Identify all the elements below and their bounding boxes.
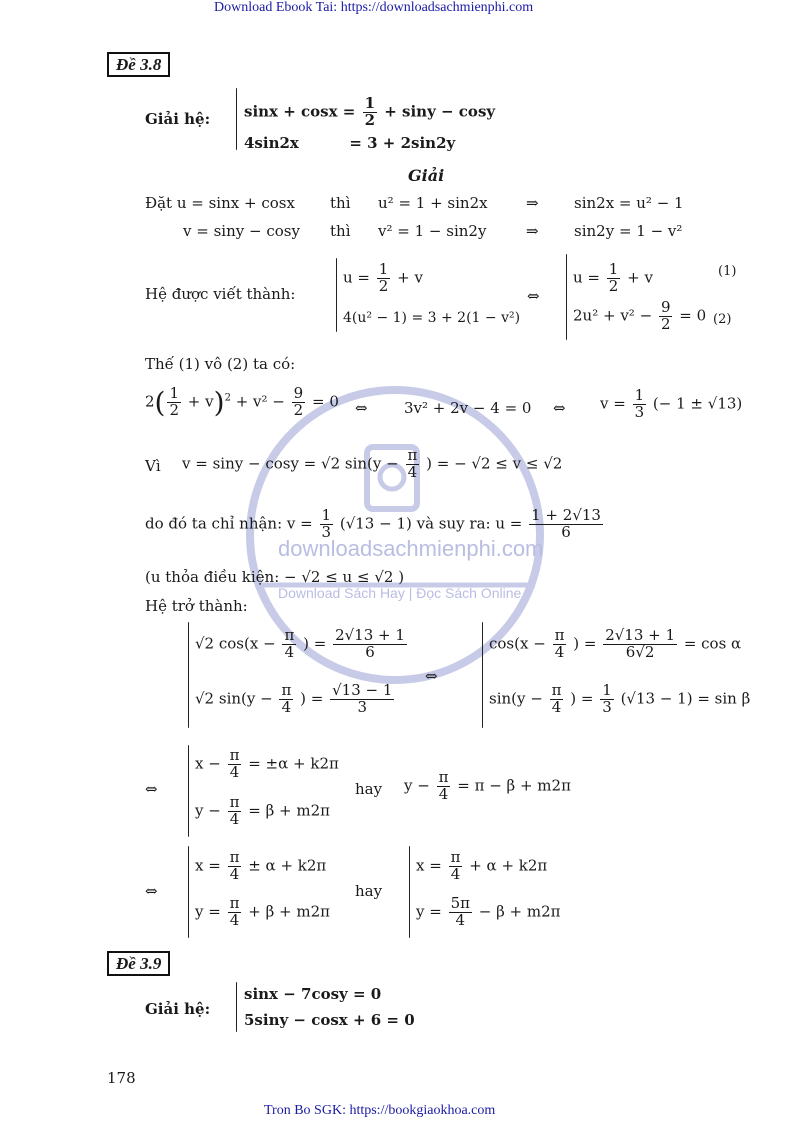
system-brace [482,622,483,728]
sub2-b: thì [330,222,351,240]
sub1-a: Đặt u = sinx + cosx [145,194,295,212]
condition: (u thỏa điều kiện: − √2 ≤ u ≤ √2 ) [145,568,405,586]
system-brace [236,88,237,150]
equation-39-1: sinx − 7cosy = 0 [244,985,382,1003]
eq-tag-1: (1) [718,264,737,279]
equation-39-2: 5siny − cosx + 6 = 0 [244,1011,415,1029]
footer-sgk-link[interactable]: Tron Bo SGK: https://bookgiaokhoa.com [264,1103,496,1118]
sys-d-1: cos(x − $\frac{\pi}{4}$ ) = $\frac{2√13 + 1}{6√2}$ = cos α [489,626,742,661]
system-brace [188,622,189,728]
eq-tag-2: (2) [713,312,732,327]
equation-2: 4sin2x = 3 + 2sin2y [244,134,456,152]
sub1-d: ⇒ [526,194,539,212]
system-brace [188,745,189,837]
sub1-b: thì [330,194,351,212]
problem-39-prompt: Giải hệ: [145,1000,211,1018]
system-brace [336,258,337,332]
equation-1: sinx + cosx = $\frac{1}{2}$ + siny − cosy [244,94,496,129]
problem-38-label: Đề 3.8 [107,52,170,77]
system-brace [236,982,237,1032]
vi-statement: v = siny − cosy = √2 sin(y − $\frac{\pi}{4}$ ) = − √2 ≤ v ≤ √2 [182,446,563,481]
sol2-1: x = $\frac{\pi}{4}$ ± α + k2π [195,848,327,883]
problem-38-prompt: Giải hệ: [145,110,211,128]
page-number: 178 [107,1069,136,1087]
system-brace [188,846,189,938]
equiv-symbol: ⇔ [553,399,566,417]
sol1-2: y − $\frac{\pi}{4}$ = β + m2π [195,793,330,828]
vi-word: Vì [145,457,161,475]
become-label: Hệ trở thành: [145,597,248,615]
sys-b-1: u = $\frac{1}{2}$ + v [573,260,653,295]
watermark-tagline: Download Sách Hay | Đọc Sách Online [278,585,522,601]
solution-heading: Giải [408,166,445,185]
sub2-a: v = siny − cosy [183,222,300,240]
sol2-2: y = $\frac{\pi}{4}$ + β + m2π [195,894,330,929]
sys-d-2: sin(y − $\frac{\pi}{4}$ ) = $\frac{1}{3}$ (√13 − 1) = sin β [489,681,751,716]
sub2-e: sin2y = 1 − v² [574,222,683,240]
rewrite-label: Hệ được viết thành: [145,285,296,303]
system-brace [409,846,410,938]
sub2-d: ⇒ [526,222,539,240]
header-download-link[interactable]: Download Ebook Tai: https://downloadsachmienphi.com [214,0,534,15]
v-roots: v = $\frac{1}{3}$ (− 1 ± √13) [600,386,743,421]
equiv-symbol: ⇔ [145,882,158,900]
accept-line: do đó ta chỉ nhận: v = $\frac{1}{3}$ (√13 − 1) và suy ra: u = $\frac{1 + 2√13}{6}$ [145,506,601,541]
sol3-1: x = $\frac{\pi}{4}$ + α + k2π [416,848,548,883]
sub1-c: u² = 1 + sin2x [378,194,488,212]
sub2-c: v² = 1 − sin2y [378,222,487,240]
equiv-symbol: ⇔ [145,780,158,798]
sol1-alt: y − $\frac{\pi}{4}$ = π − β + m2π [404,768,571,803]
sol1-1: x − $\frac{\pi}{4}$ = ±α + k2π [195,746,339,781]
sys-c-2: √2 sin(y − $\frac{\pi}{4}$ ) = $\frac{√13 - 1}{3}$ [195,681,393,716]
sub1-e: sin2x = u² − 1 [574,194,684,212]
equiv-symbol: ⇔ [425,667,438,685]
equiv-symbol: ⇔ [355,399,368,417]
sys-a-2: 4(u² − 1) = 3 + 2(1 − v²) [343,310,521,326]
hay-word: hay [355,882,383,900]
quadratic: 3v² + 2v − 4 = 0 [404,399,532,417]
subst-label: Thế (1) vô (2) ta có: [145,355,296,373]
sys-a-1: u = $\frac{1}{2}$ + v [343,260,423,295]
sol3-2: y = $\frac{5\pi}{4}$ − β + m2π [416,894,561,929]
subst-equation: 2( $\frac{1}{2}$ + v)$^2$ + v² − $\frac{9}{2}$ = 0 [145,384,339,419]
system-brace [566,254,567,340]
sys-c-1: √2 cos(x − $\frac{\pi}{4}$ ) = $\frac{2√13 + 1}{6}$ [195,626,405,661]
problem-39-label: Đề 3.9 [107,951,170,976]
watermark-site: downloadsachmienphi.com [278,536,544,561]
sys-b-2: 2u² + v² − $\frac{9}{2}$ = 0 [573,298,707,333]
hay-word: hay [355,780,383,798]
equiv-symbol: ⇔ [527,287,540,305]
